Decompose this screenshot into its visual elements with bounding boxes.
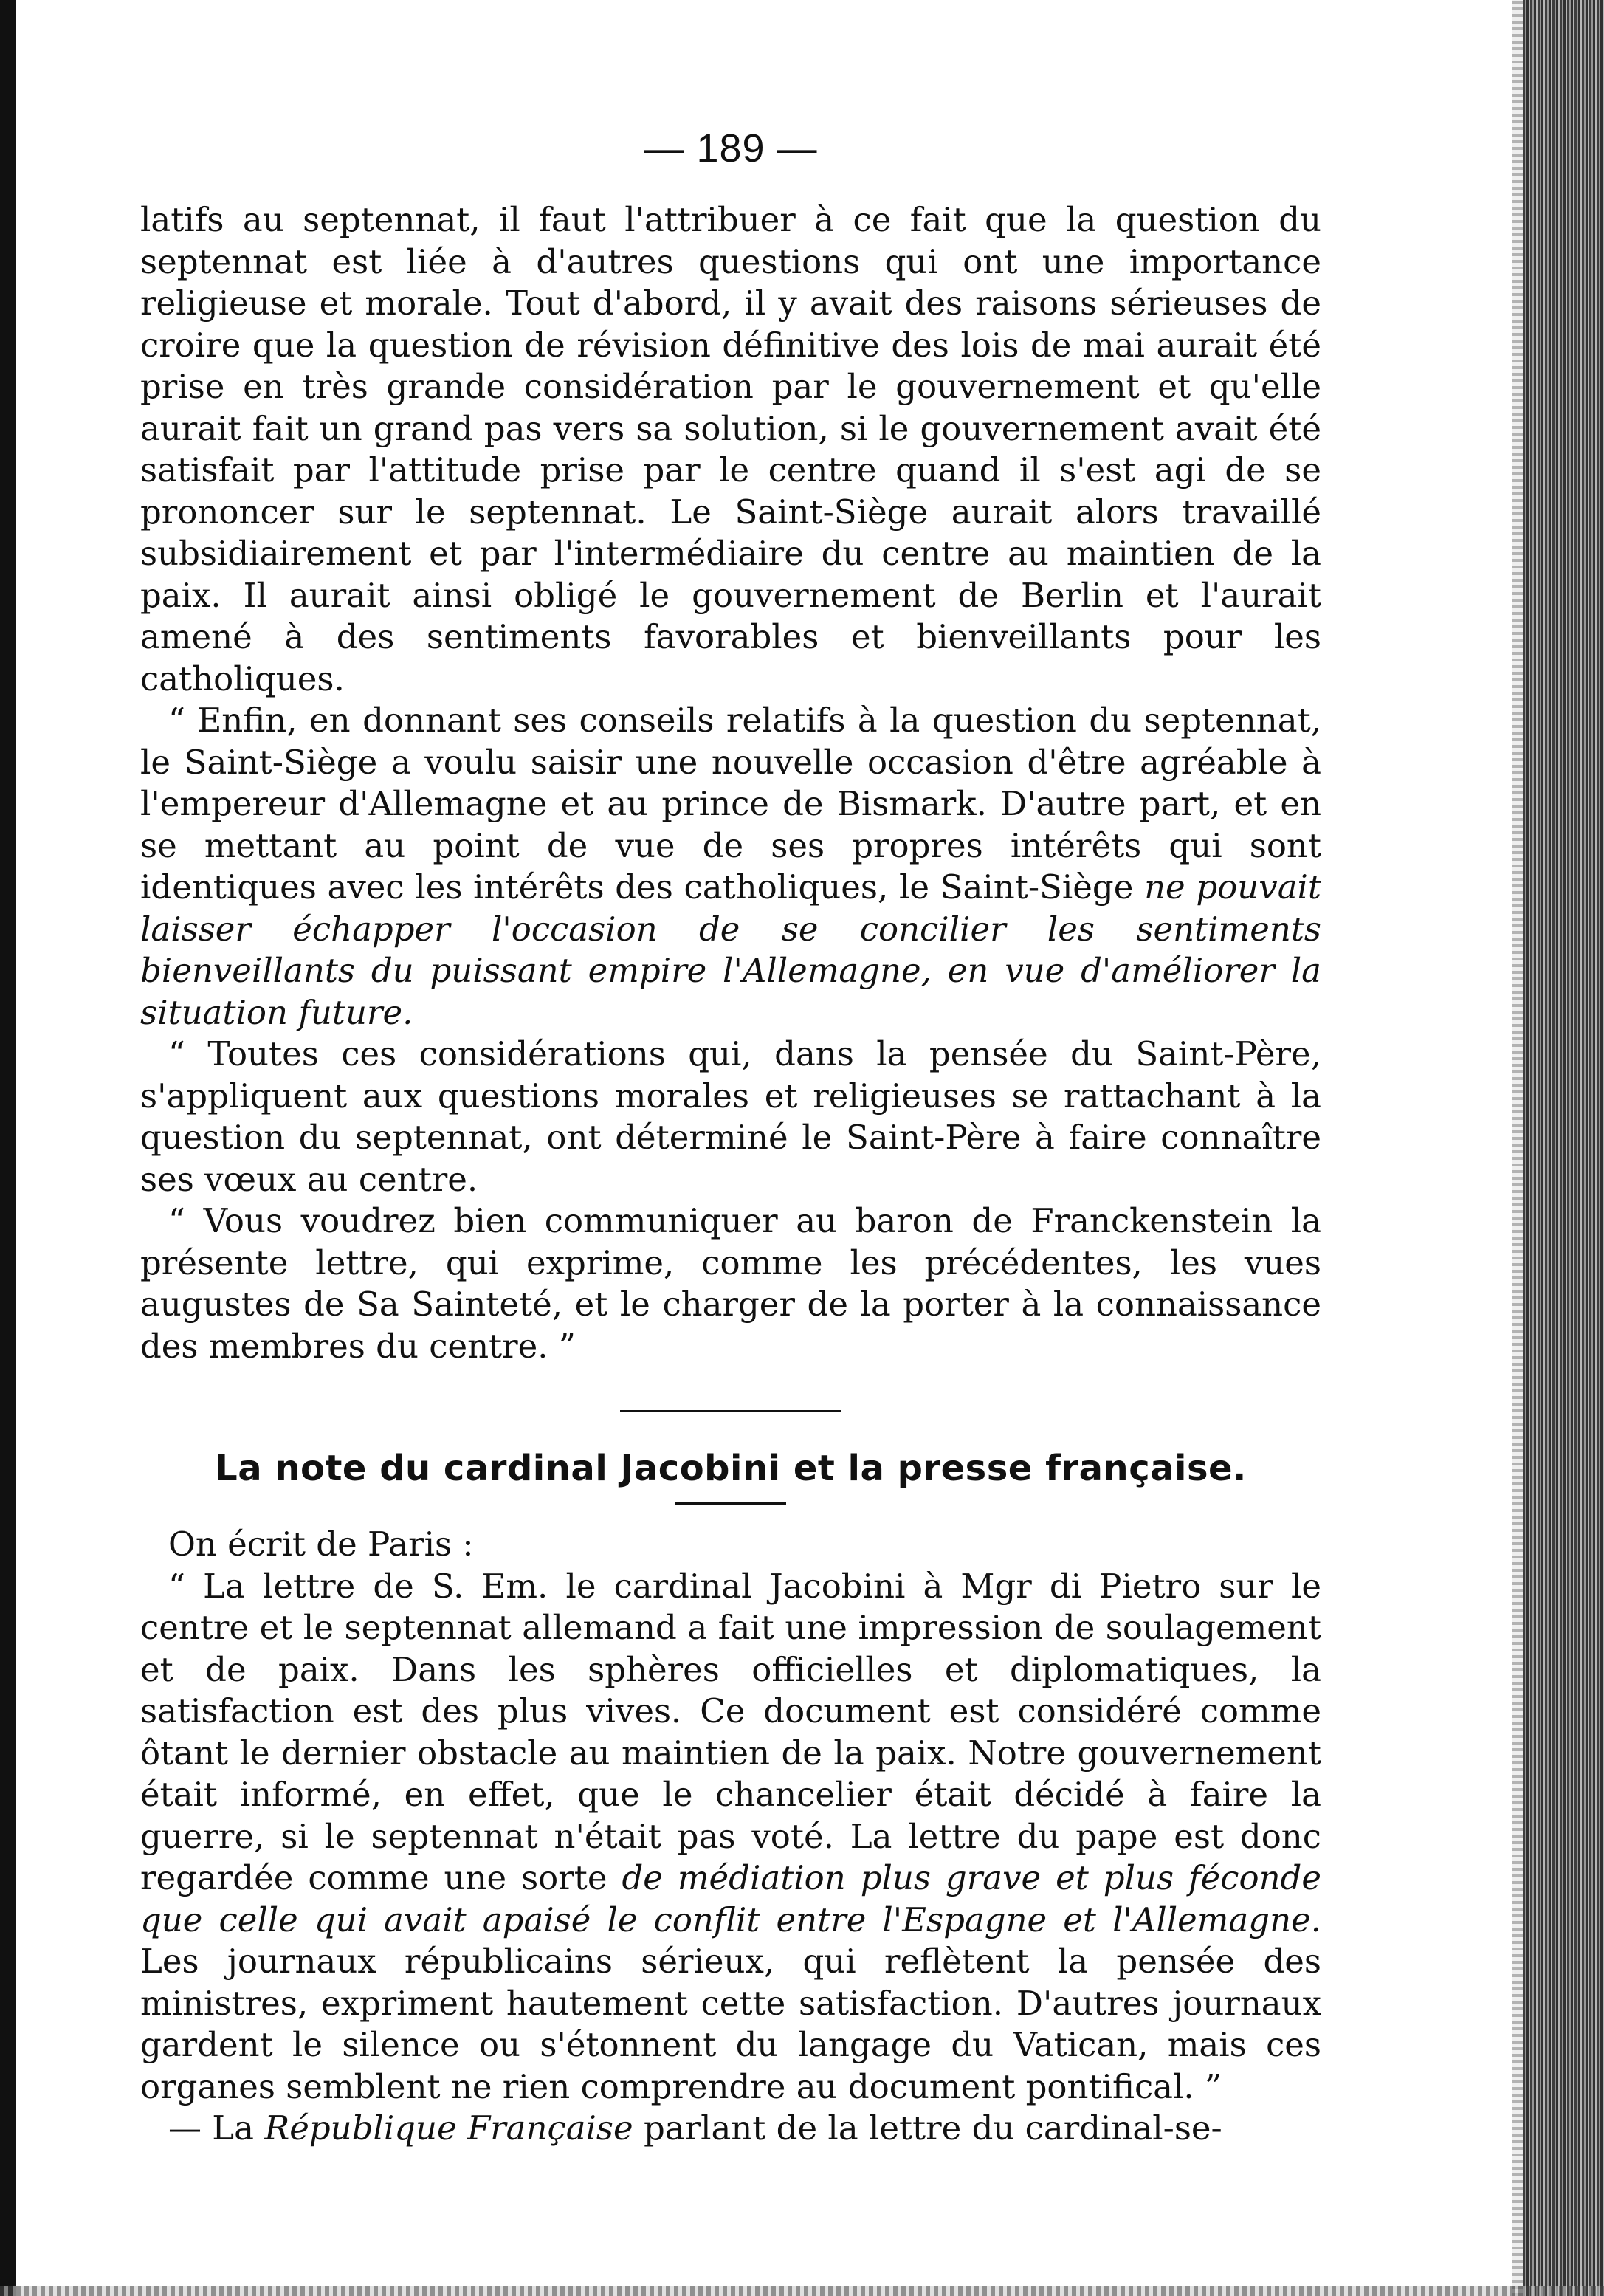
paragraph-1: latifs au septennat, il faut l'attribuer à ce fait que la question du septennat est liée à d'autres questions qui ont une importance religieuse et morale. Tout d'abord, il y avait des raisons sérieuses de croire que la question de révision définitive des lois de mai aurait été prise en très grande considération par le gouvernement et qu'elle aurait fait un grand pas vers sa solution, si le gouvernement avait été satisfait par l'attitude prise par le centre quand il s'est agi de se prononcer sur le septennat. Le Saint-Siège aurait alors travaillé subsidiairement et par l'intermédiaire du centre au maintien de la paix. Il aurait ainsi obligé le gouvernement de Berlin et l'aurait amené à des sentiments favorables et bienveillants pour les catholiques. xyxy=(140,200,1321,698)
paragraph-7 xyxy=(140,2108,1321,2150)
page-number: — 189 — xyxy=(644,126,818,171)
paragraph-4: “ Vous voudrez bien communiquer au baron de Franckenstein la présente lettre, qui exprime, comme les précédentes, les vues augustes de Sa Sainteté, et le charger de la porter à la connaissance des membres du centre. ” xyxy=(140,1201,1321,1366)
paragraph-5: On écrit de Paris : xyxy=(168,1525,474,1564)
paragraph-2-italic: ne pouvait laisser échapper l'occasion de se concilier les sentiments bienveillants du puissant empire l'Allemagne, en vue d'améliorer la situation future. xyxy=(140,867,1321,1032)
scan-left-border xyxy=(0,0,16,2296)
paragraph-2-text: “ Enfin, en donnant ses conseils relatifs à la question du septennat, le Saint-Siège a voulu saisir une nouvelle occasion d'être agréable à l'empereur d'Allemagne et au prince de Bismark. D'autre part, et en se mettant au point de vue de ses propres intérêts qui sont identiques avec les intérêts des catholiques, le Saint-Siège xyxy=(140,701,1321,907)
title-underline xyxy=(675,1502,786,1505)
paragraph-7-text: — La xyxy=(168,2108,265,2148)
paragraph-2 xyxy=(140,700,1321,1034)
paragraph-7-text-after: parlant de la lettre du cardinal-se- xyxy=(633,2108,1222,2148)
section-title: La note du cardinal Jacobini et la presse française. xyxy=(215,1448,1247,1489)
paragraph-6 xyxy=(140,1566,1321,2108)
section-divider xyxy=(620,1410,841,1412)
paragraph-6-text: “ La lettre de S. Em. le cardinal Jacobini à Mgr di Pietro sur le centre et le septennat allemand a fait une impression de soulagement et de paix. Dans les sphères officielles et diplomatiques, la satisfaction est des plus vives. Ce document est considéré comme ôtant le dernier obstacle au maintien de la paix. Notre gouvernement était informé, en effet, que le chancelier était décidé à faire la guerre, si le septennat n'était pas voté. La lettre du pape est donc regardée comme une sorte xyxy=(140,1566,1321,1897)
paragraph-6-italic: de médiation plus grave et plus féconde que celle qui avait apaisé le conflit entre l'Espagne et l'Allemagne. xyxy=(140,1858,1321,1939)
paragraph-7-italic: République Française xyxy=(264,2108,633,2148)
scan-right-shadow xyxy=(1512,0,1523,2296)
document-page xyxy=(140,126,1321,2150)
paragraph-6-text-after: Les journaux républicains sérieux, qui reflètent la pensée des ministres, expriment hautement cette satisfaction. D'autres journaux gardent le silence ou s'étonnent du langage du Vatican, mais ces organes semblent ne rien comprendre au document pontifical. ” xyxy=(140,1942,1321,2106)
paragraph-3: “ Toutes ces considérations qui, dans la pensée du Saint-Père, s'appliquent aux questions morales et religieuses se rattachant à la question du septennat, ont déterminé le Saint-Père à faire connaître ses vœux au centre. xyxy=(140,1034,1321,1199)
scan-bottom-border xyxy=(0,2286,1604,2296)
scan-right-border xyxy=(1523,0,1604,2296)
